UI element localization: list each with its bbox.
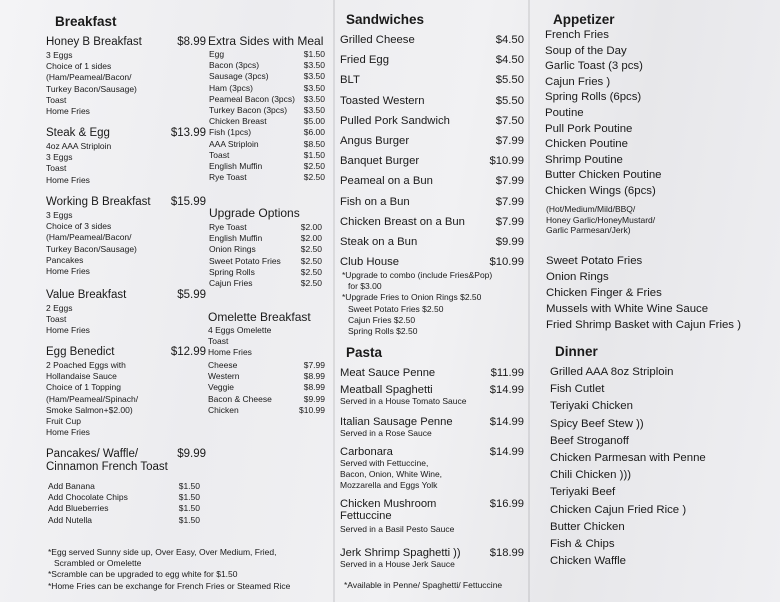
appetizer-list: French Fries Soup of the Day Garlic Toast (3 pcs) Cajun Fries ) Spring Rolls (6pcs) Poutine Pull Pork Poutine Chicken Poutine Shrimp Poutine Butter Chicken Poutine Chicken Wings (6pcs) xyxy=(545,29,662,197)
spicy-icon: ) xyxy=(682,503,687,516)
menu-item-egg-benedict: Egg Benedict $12.99 2 Poached Eggs with Hollandaise Sauce Choice of 1 Topping (Ham/Peameal/Spinach/ Smoke Salmon+$2.00) Fruit Cup Home Fries xyxy=(46,346,206,438)
section-title-extra-sides: Extra Sides with Meal xyxy=(208,34,324,48)
spicy-icon: ))) xyxy=(619,469,632,482)
extra-sides-list: Egg $1.50 Bacon (3pcs) $3.50 Sausage (3pcs) $3.50 Ham (3pcs) $3.50 Peameal Bacon (3pcs) $3.50 Turkey Bacon (3pcs) $3.50 Chicken Breast $5.00 Fish (1pcs) $6.00 AAA Striploin $8.50 Toast $1.50 English Muffin $2.50 Rye Toast $2.50 xyxy=(209,49,325,183)
spicy-icon: )) xyxy=(636,417,644,430)
pasta-sausage: Italian Sausage Penne $14.99 Served in a Rose Sauce xyxy=(340,416,524,438)
breakfast-notes: *Egg served Sunny side up, Over Easy, Over Medium, Fried, Scrambled or Omelette *Scramble can be upgraded to egg white for $1.50 *Home Fries can be exchange for French Fries or Steamed Rice xyxy=(48,547,291,591)
section-title-omelette: Omelette Breakfast xyxy=(208,310,311,324)
pasta-meat-sauce: Meat Sauce Penne $11.99 xyxy=(340,367,524,379)
spicy-icon: )) xyxy=(453,547,461,559)
menu-item-pancakes: Pancakes/ Waffle/ $9.99 Cinnamon French Toast xyxy=(46,448,206,473)
section-title-upgrade: Upgrade Options xyxy=(209,206,300,220)
menu-item-honey-b: Honey B Breakfast $8.99 3 Eggs Choice of 1 sides (Ham/Peameal/Bacon/ Turkey Bacon/Sausage) Toast Home Fries xyxy=(46,36,206,117)
section-title-pasta: Pasta xyxy=(346,345,383,360)
menu-item-working-b: Working B Breakfast $15.99 3 Eggs Choice of 3 sides (Ham/Peameal/Bacon/ Turkey Bacon/Sausage) Pancakes Home Fries xyxy=(46,196,206,277)
fold-line xyxy=(333,0,335,602)
omelette-desc: 4 Eggs Omelette Toast Home Fries xyxy=(208,325,272,358)
fold-line xyxy=(528,0,530,602)
section-title-dinner: Dinner xyxy=(555,344,598,359)
spicy-icon: ) xyxy=(737,319,741,331)
wing-flavours: (Hot/Medium/Mild/BBQ/ Honey Garlic/HoneyMustard/ Garlic Parmesan/Jerk) xyxy=(546,204,656,236)
section-title-sandwiches: Sandwiches xyxy=(346,12,425,27)
sandwich-notes: *Upgrade to combo (include Fries&Pop) for $3.00 *Upgrade Fries to Onion Rings $2.50 Sweet Potato Fries $2.50 Cajun Fries $2.50 Spring Rolls $2.50 xyxy=(342,270,493,337)
pasta-jerk-shrimp: Jerk Shrimp Spaghetti )) $18.99 Served in a House Jerk Sauce xyxy=(340,547,524,569)
sandwich-prices: $4.50 $4.50 $5.50 $5.50 $7.50 $7.99 $10.99 $7.99 $7.99 $7.99 $9.99 $10.99 xyxy=(489,34,524,269)
pasta-note: *Available in Penne/ Spaghetti/ Fettuccine xyxy=(344,580,503,590)
pancake-addons: Add Banana $1.50 Add Chocolate Chips $1.50 Add Blueberries $1.50 Add Nutella $1.50 xyxy=(48,481,200,525)
pasta-meatball: Meatball Spaghetti $14.99 Served in a House Tomato Sauce xyxy=(340,384,524,406)
appetizer-list-2: Sweet Potato Fries Onion Rings Chicken Finger & Fries Mussels with White Wine Sauce Fried Shrimp Basket with Cajun Fries ) xyxy=(546,255,741,331)
dinner-list: Grilled AAA 8oz Striploin Fish Cutlet Teriyaki Chicken Spicy Beef Stew )) Beef Stroganoff Chicken Parmesan with Penne Chili Chicken ))) Teriyaki Beef Chicken Cajun Fried Rice ) Butter Chicken Fish & Chips Chicken Waffle xyxy=(550,366,706,568)
section-title-breakfast: Breakfast xyxy=(55,14,117,29)
upgrade-list: Rye Toast $2.00 English Muffin $2.00 Onion Rings $2.50 Sweet Potato Fries $2.50 Spring Rolls $2.50 Cajun Fries $2.50 xyxy=(209,222,322,289)
pasta-carbonara: Carbonara $14.99 Served with Fettuccine, Bacon, Onion, White Wine, Mozzarella and Eggs Yolk xyxy=(340,446,524,491)
section-title-appetizer: Appetizer xyxy=(553,12,615,27)
menu-item-steak-egg: Steak & Egg $13.99 4oz AAA Striploin 3 Eggs Toast Home Fries xyxy=(46,127,206,185)
omelette-list: Cheese $7.99 Western $8.99 Veggie $8.99 Bacon & Cheese $9.99 Chicken $10.99 xyxy=(208,360,325,415)
pasta-chicken-mushroom: Chicken Mushroom $16.99 Fettuccine Served in a Basil Pesto Sauce xyxy=(340,498,524,534)
sandwich-names: Grilled Cheese Fried Egg BLT Toasted Western Pulled Pork Sandwich Angus Burger Banquet Burger Peameal on a Bun Fish on a Bun Chicken Breast on a Bun Steak on a Bun Club House xyxy=(340,34,465,269)
spicy-icon: ) xyxy=(606,75,611,88)
menu-item-value: Value Breakfast $5.99 2 Eggs Toast Home Fries xyxy=(46,289,206,336)
